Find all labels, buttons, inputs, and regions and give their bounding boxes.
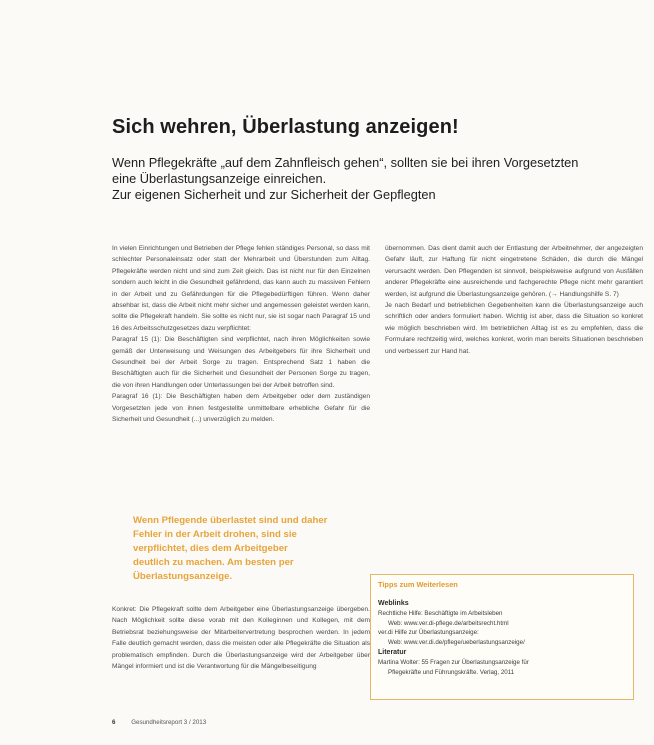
pull-quote-line: verpflichtet, dies dem Arbeitgeber <box>133 543 288 554</box>
page-footer <box>112 719 206 726</box>
literatur-entry: Martina Wolter: 55 Fragen zur Überlastungsanzeige für <box>378 658 529 666</box>
weblink-url[interactable]: Web: www.ver.di.de/pflege/ueberlastungsanzeige/ <box>388 639 525 647</box>
lead-paragraph <box>112 155 582 203</box>
body-column-right <box>385 243 643 357</box>
body-column-left-bottom <box>112 604 370 672</box>
body-paragraph: Paragraf 15 (1): Die Beschäftigten sind verpflichtet, nach ihren Möglichkeiten sowie gemäß der Unterweisung und Weisungen des Arbeitgebers für ihre Sicherheit und Gesundheit bei der Arbeit Sorge zu tragen. Entsprechend Satz 1 haben die Beschäftigten auch für die Sicherheit und Gesundheit der Personen Sorge zu tragen, die von ihren Handlungen oder Unterlassungen bei der Arbeit betroffen sind. <box>112 336 370 389</box>
body-paragraph: übernommen. Das dient damit auch der Entlastung der Arbeitnehmer, der angezeigten Gefahr läuft, zur Haftung für nicht eingetretene Schäden, die durch die Mängel verursacht werden. Den Pflegenden ist sinnvoll, beispielsweise aufgrund von Ausfällen anderer Pflegekräfte eine ausreichende und fachgerechte Pflege nicht mehr garantiert werden, ist aufgrund die Überlastungsanzeige gehören. (→ Handlungshilfe S. 7) <box>385 245 643 298</box>
page-title: Sich wehren, Überlastung anzeigen! <box>112 116 459 138</box>
lead-line: Wenn Pflegekräfte „auf dem Zahnfleisch gehen“, sollten sie bei ihren Vorgesetzten <box>112 155 579 170</box>
weblink-url[interactable]: Web: www.ver.di-pflege.de/arbeitsrecht.html <box>388 619 509 627</box>
pull-quote-line: Fehler in der Arbeit drohen, sind sie <box>133 529 297 540</box>
body-column-left <box>112 243 370 426</box>
lead-line: Zur eigenen Sicherheit und zur Sicherheit der Gepflegten <box>112 187 436 202</box>
weblink-label: Rechtliche Hilfe: Beschäftigte im Arbeitsleben <box>378 609 503 617</box>
lead-line: eine Überlastungsanzeige einreichen. <box>112 171 327 186</box>
publication-name: Gesundheitsreport 3 / 2013 <box>131 719 207 726</box>
weblink-label: ver.di Hilfe zur Überlastungsanzeige: <box>378 629 479 637</box>
body-paragraph: In vielen Einrichtungen und Betrieben der Pflege fehlen ständiges Personal, so dass mit schlechter Personaleinsatz oder statt der Mehrarbeit und Überstunden zum Alltag. Pflegekräfte werden nicht und sind zum Zeit gleich. Das ist nicht nur für den Einzelnen sondern auch leicht in die Gesundheit gefährdend, das kann auch zu massiven Fehlern in der Arbeit und zu Gefährdungen für die Pflegebedürftigen führen. Wenn daher absehbar ist, dass die Arbeit nicht mehr sicher und angemessen geleistet werden kann, sollte die Pflegekraft handeln. Sie sollte es nicht nur, sie ist sogar nach Paragraf 15 und 16 des Arbeitsschutzgesetzes dazu verpflichtet: <box>112 245 370 332</box>
literatur-heading: Literatur <box>378 648 407 656</box>
tips-heading: Tipps zum Weiterlesen <box>378 580 458 589</box>
body-paragraph: Konkret: Die Pflegekraft sollte dem Arbeitgeber eine Überlastungsanzeige übergeben. Nach Möglichkeit sollte diese vorab mit den Kolleginnen und Kollegen, mit dem Betriebsrat beziehungsweise der Mitarbeitervertretung besprochen werden. In jedem Falle deutlich gemacht werden, dass die meisten oder alle Pflegekräfte die Situation als problematisch empfinden. Durch die Überlastungsanzeige wird der Arbeitgeber über Mängel informiert und ist die Verantwortung für die Mängelbeseitigung <box>112 606 370 671</box>
pull-quote-line: deutlich zu machen. Am besten per <box>133 557 294 568</box>
pull-quote-line: Überlastungsanzeige. <box>133 571 233 582</box>
literatur-entry: Pflegekräfte und Führungskräfte. Verlag, 2011 <box>388 668 515 676</box>
tips-content <box>378 599 628 677</box>
body-paragraph: Paragraf 16 (1): Die Beschäftigten haben dem Arbeitgeber oder dem zuständigen Vorgesetzten jede von ihnen festgestellte unmittelbare erhebliche Gefahr für die Sicherheit und Gesundheit (...) unverzüglich zu melden. <box>112 393 370 424</box>
page-number: 6 <box>112 719 116 726</box>
weblinks-heading: Weblinks <box>378 600 409 607</box>
body-paragraph: Je nach Bedarf und betrieblichen Gegebenheiten kann die Überlastungsanzeige auch schriftlich oder anders formuliert haben. Wichtig ist aber, dass die Situation so konkret wie möglich beschrieben wird. Im betrieblichen Alltag ist es zu empfehlen, dass die Formulare rechtzeitig wird, welches konkret, worin man bereits Situationen beschrieben und verbessert zur Hand hat. <box>385 302 643 355</box>
pull-quote-line: Wenn Pflegende überlastet sind und daher <box>133 515 328 526</box>
pull-quote <box>133 514 333 584</box>
